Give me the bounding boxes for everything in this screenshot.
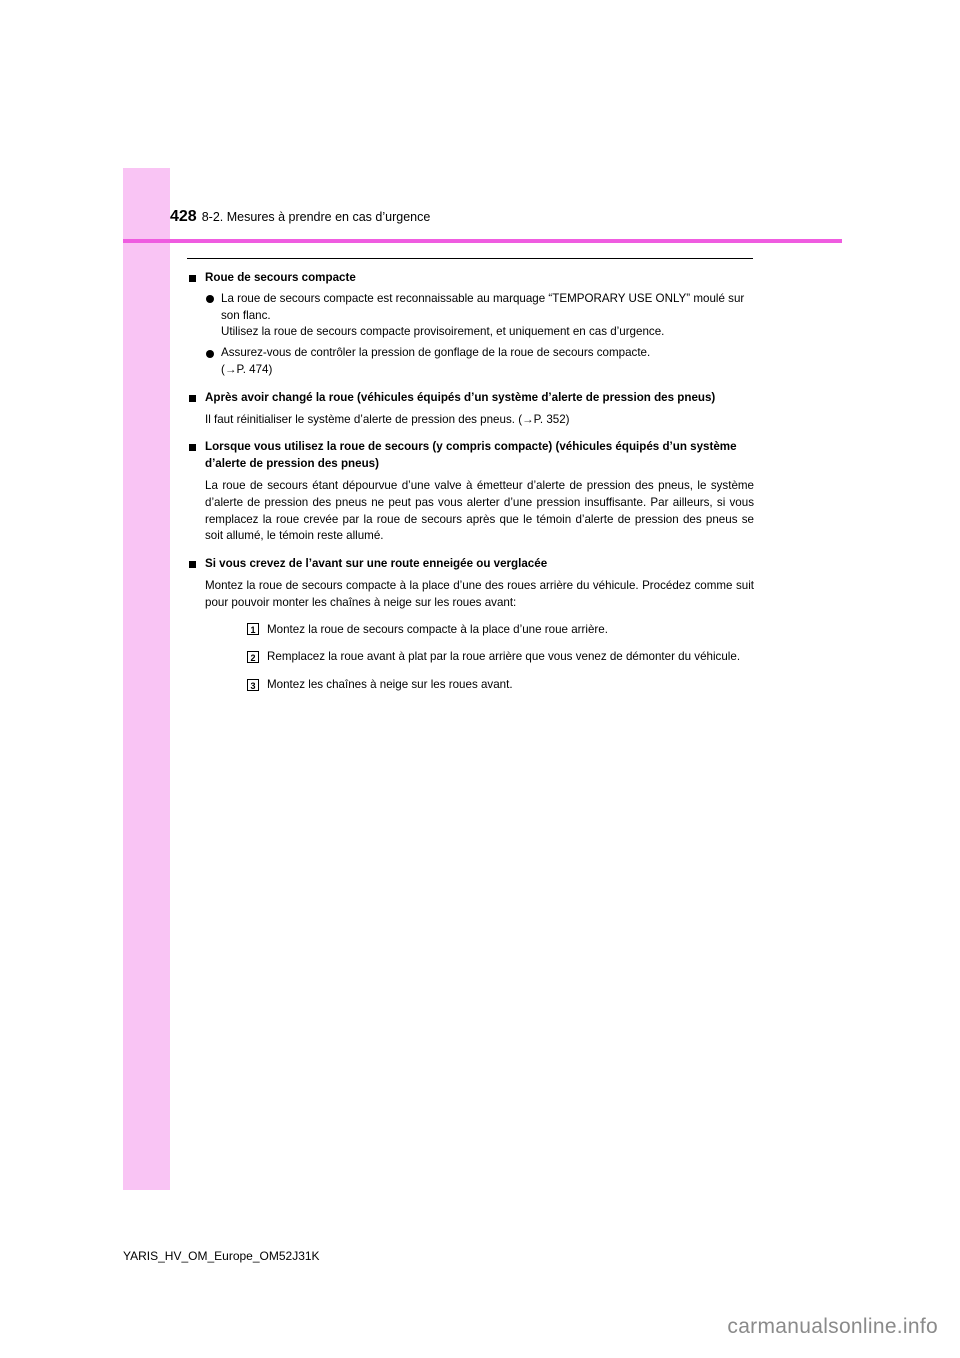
header-accent-rule — [123, 239, 842, 243]
page-header — [170, 208, 842, 226]
step-number-badge: 1 — [247, 623, 259, 635]
section-heading-spare-tire — [187, 270, 754, 379]
step-text: Montez la roue de secours compacte à la place d’une roue arrière. — [267, 622, 608, 636]
list-item — [247, 622, 754, 639]
step-text: Remplacez la roue avant à plat par la roue arrière que vous venez de démonter du véhicule. — [267, 650, 741, 664]
section-heading-label: Roue de secours compacte — [205, 271, 356, 284]
section-body-text: La roue de secours étant dépourvue d’une valve à émetteur d’alerte de pression des pneus, le système d’alerte de pression des pneus ne peut pas vous alerter d’une pression insuffisante. Par ailleurs, si vous remplacez la roue crevée par la roue de secours après que le témoin d’alerte de pression des pneus se soit allumé, le témoin reste allumé. — [205, 478, 754, 543]
bullet-subtext: Utilisez la roue de secours compacte provisoirement, et uniquement en cas d’urgence. — [221, 325, 665, 339]
page-title: 8-2. Mesures à prendre en cas d’urgence — [201, 210, 431, 224]
section-body-text: Montez la roue de secours compacte à la place d’une des roues arrière du véhicule. Procédez comme suit pour pouvoir monter les chaînes à neige sur les roues avant: — [205, 578, 754, 609]
chapter-tab-strip — [123, 168, 170, 1190]
section-heading-after-wheel-change — [187, 390, 754, 429]
list-item — [247, 649, 754, 666]
site-watermark: carmanualsonline.info — [727, 1315, 938, 1338]
section-heading-spare-tire-tpws — [187, 439, 754, 545]
step-text: Montez les chaînes à neige sur les roues avant. — [267, 678, 513, 692]
bullet-item — [205, 345, 754, 379]
section-heading-snowy-road — [187, 556, 754, 694]
section-heading-label: Après avoir changé la roue (véhicules équipés d’un système d’alerte de pression des pneus) — [205, 390, 716, 404]
content-top-rule — [187, 258, 753, 259]
bullet-reference[interactable]: (→P. 474) — [221, 362, 273, 376]
bullet-text: Assurez-vous de contrôler la pression de gonflage de la roue de secours compacte. — [221, 346, 651, 360]
section-heading-label: Si vous crevez de l’avant sur une route enneigée ou verglacée — [205, 557, 548, 571]
step-number-badge: 2 — [247, 651, 259, 663]
page-content — [187, 268, 754, 694]
footer-document-code: YARIS_HV_OM_Europe_OM52J31K — [123, 1249, 320, 1263]
page-number: 428 — [170, 208, 197, 225]
step-number-badge: 3 — [247, 679, 259, 691]
numbered-steps-list — [205, 622, 754, 694]
bullet-text: La roue de secours compacte est reconnaissable au marquage “TEMPORARY USE ONLY” moulé sur son flanc. — [221, 291, 745, 322]
list-item — [247, 677, 754, 694]
section-heading-label: Lorsque vous utilisez la roue de secours (y compris compacte) (véhicules équipés d’un système d’alerte de pression des pneus) — [205, 440, 737, 471]
section-body-text: Il faut réinitialiser le système d’alerte de pression des pneus. (→P. 352) — [205, 412, 570, 426]
bullet-item — [205, 291, 754, 341]
